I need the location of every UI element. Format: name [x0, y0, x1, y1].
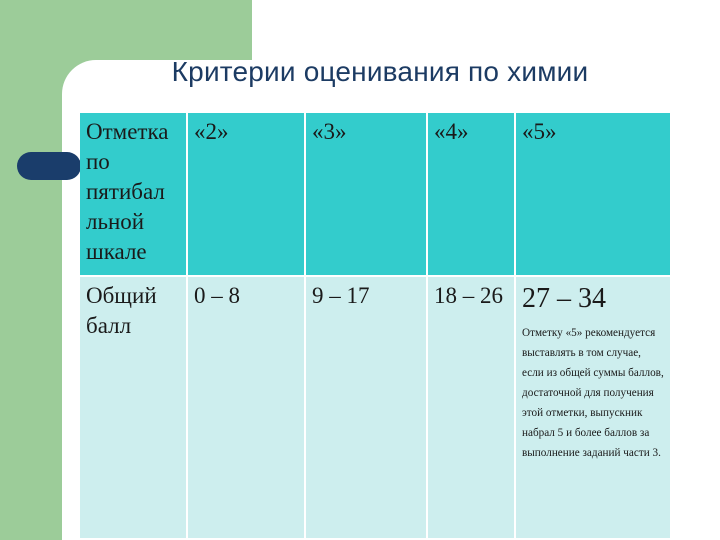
score-cell-5 — [516, 277, 672, 540]
slide-title: Критерии оценивания по химии — [171, 56, 589, 87]
header-grade-3: «3» — [306, 113, 428, 277]
header-label-cell: Отметка по пятибал льной шкале — [80, 113, 188, 277]
score-range-2: 0 – 8 — [188, 277, 306, 540]
header-grade-2: «2» — [188, 113, 306, 277]
row-label-cell: Общий балл — [80, 277, 188, 540]
score-range-5: 27 – 34 — [522, 283, 606, 314]
decorative-navy-bar — [17, 152, 81, 180]
header-grade-4: «4» — [428, 113, 516, 277]
grade-5-note: Отметку «5» рекомендуется выставлять в том случае, если из общей суммы баллов, достаточной для получения этой отметки, выпускник набрал 5 и более баллов за выполнение заданий части 3. — [522, 327, 664, 459]
score-range-4: 18 – 26 — [428, 277, 516, 540]
header-grade-5: «5» — [516, 113, 672, 277]
score-range-3: 9 – 17 — [306, 277, 428, 540]
